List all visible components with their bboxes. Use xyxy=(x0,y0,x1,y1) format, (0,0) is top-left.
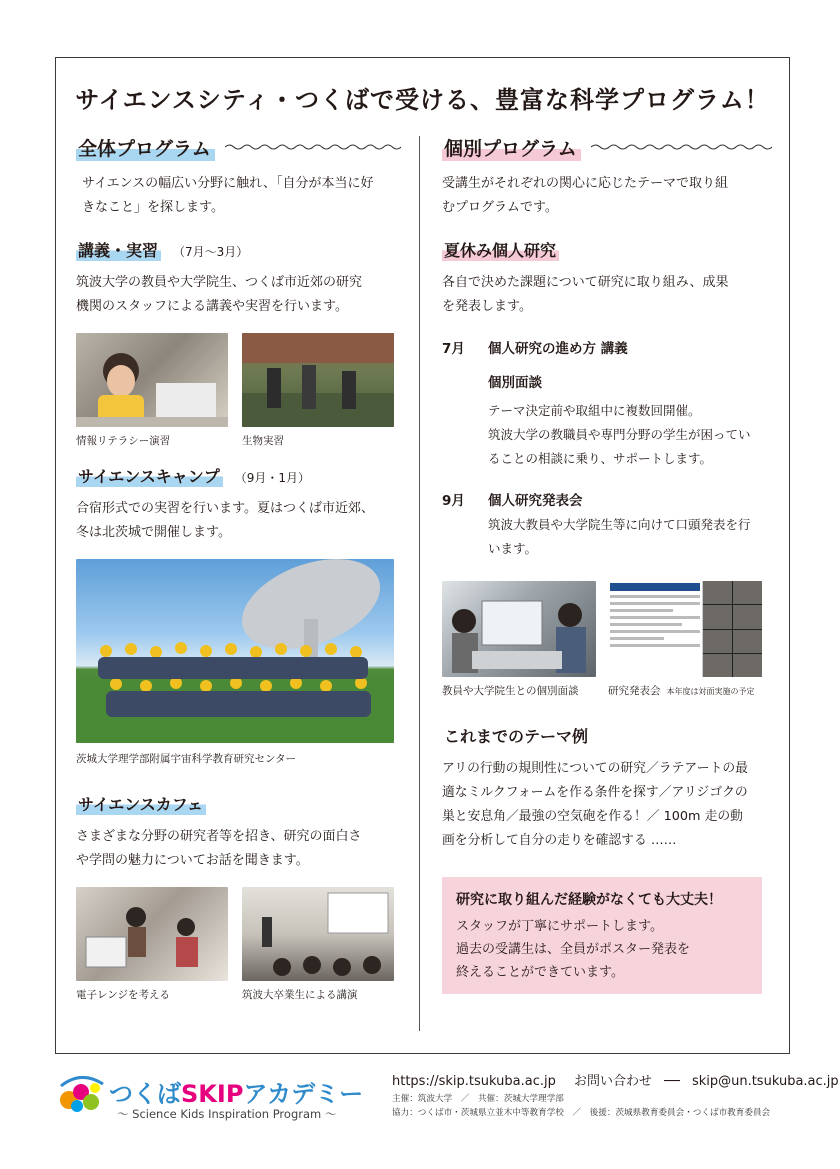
text-line: さまざまな分野の研究者等を招き、研究の面白さ xyxy=(76,829,362,844)
radio-telescope-illustration xyxy=(76,559,394,743)
subheading-camp xyxy=(76,464,401,487)
footer xyxy=(55,1066,839,1156)
microwave-photo xyxy=(76,887,228,981)
subheading-themes xyxy=(442,724,772,747)
subheading-label: サイエンスカフェ xyxy=(76,792,206,815)
schedule-month: 7月 xyxy=(442,341,465,357)
section-heading-overall xyxy=(76,134,401,160)
text-line: 機関のスタッフによる講義や実習を行います。 xyxy=(76,299,348,314)
biology-photo xyxy=(242,333,394,427)
text-line: テーマ決定前や取組中に複数回開催。 xyxy=(488,403,701,418)
schedule-july xyxy=(442,337,772,471)
text-line: 終えることができています。 xyxy=(456,965,624,980)
individual-photos xyxy=(442,581,772,698)
lecture-body xyxy=(76,271,401,319)
wavy-line-icon xyxy=(591,142,772,152)
subheading-cafe xyxy=(76,792,401,815)
photo-caption: 筑波大卒業生による講演 xyxy=(242,989,358,1001)
overall-intro xyxy=(76,172,401,220)
photo-item xyxy=(242,887,394,1002)
themes-body xyxy=(442,757,772,853)
schedule-title: 個別面談 xyxy=(488,375,542,391)
subheading-summer xyxy=(442,238,772,261)
cafe-body xyxy=(76,825,401,873)
logo-text-jp: つくば xyxy=(109,1080,181,1108)
section-heading-label: 全体プログラム xyxy=(76,134,215,161)
subheading-lecture xyxy=(76,238,401,261)
photo-item xyxy=(76,333,228,448)
text-line: 筑波大学の教職員や専門分野の学生が困ってい xyxy=(488,427,751,442)
logo-text-en: SKIP xyxy=(181,1080,244,1108)
photo-caption: 研究発表会 xyxy=(608,685,661,697)
main-frame xyxy=(55,57,790,1054)
text-line: 冬は北茨城で開催します。 xyxy=(76,525,231,540)
text-line: 過去の受講生は、全員がポスター発表を xyxy=(456,942,691,957)
lecture-photos xyxy=(76,333,401,448)
text-line: 合宿形式での実習を行います。夏はつくば市近郊、 xyxy=(76,501,374,516)
schedule-september xyxy=(442,489,772,561)
photo-caption-note: 本年度は対面実施の予定 xyxy=(666,687,755,696)
text-line: きなこと」を探します。 xyxy=(82,200,224,215)
text-line: ることの相談に乗り、サポートします。 xyxy=(488,451,713,466)
text-line: サイエンスの幅広い分野に触れ、「自分が本当に好 xyxy=(82,176,374,191)
photo-caption: 生物実習 xyxy=(242,435,284,447)
callout-body xyxy=(456,915,748,984)
text-line: を発表します。 xyxy=(442,299,532,314)
sponsors-text: 主催：筑波大学 ／ 共催：茨城大学理学部 xyxy=(392,1094,564,1104)
video-grid xyxy=(703,581,762,677)
period-label: （9月・1月） xyxy=(234,471,311,485)
text-line: 適なミルクフォームを作る条件を探す／アリジゴクの xyxy=(442,785,748,800)
right-column xyxy=(442,134,772,994)
slide-preview xyxy=(608,581,703,677)
text-line: 筑波大教員や大学院生等に向けて口頭発表を行 xyxy=(488,517,751,532)
schedule-body xyxy=(488,399,772,471)
logo-wordmark xyxy=(109,1074,363,1109)
camp-photo xyxy=(76,559,394,743)
text-line: 受講生がそれぞれの関心に応じたテーマで取り組 xyxy=(442,176,729,191)
schedule-month: 9月 xyxy=(442,493,465,509)
photo-caption: 電子レンジを考える xyxy=(76,989,170,1001)
photo-item xyxy=(76,887,228,1002)
logo-text-jp: アカデミー xyxy=(243,1080,364,1108)
contact-label: お問い合わせ xyxy=(573,1074,652,1089)
camp-body xyxy=(76,497,401,545)
schedule-title: 個人研究発表会 xyxy=(488,493,583,509)
text-line: 画を分析して自分の走りを確認する …… xyxy=(442,833,677,848)
summer-body xyxy=(442,271,772,319)
support-callout xyxy=(442,877,762,994)
photo-item xyxy=(608,581,762,698)
rainbow-splash-icon xyxy=(55,1072,107,1116)
mentoring-photo xyxy=(442,581,596,677)
page-title: サイエンスシティ・つくばで受ける、豊富な科学プログラム！ xyxy=(75,86,770,114)
photo-caption: 教員や大学院生との個別面談 xyxy=(442,685,579,697)
presentation-photo xyxy=(608,581,762,677)
text-line: います。 xyxy=(488,541,538,556)
cafe-photos xyxy=(76,887,401,1002)
individual-intro xyxy=(442,172,772,220)
photo-caption: 情報リテラシー演習 xyxy=(76,435,171,447)
text-line: や学問の魅力についてお話を聞きます。 xyxy=(76,853,309,868)
period-label: （7月〜3月） xyxy=(173,245,249,259)
literacy-photo-illustration xyxy=(76,333,228,427)
text-line: 筑波大学の教員や大学院生、つくば市近郊の研究 xyxy=(76,275,363,290)
left-column xyxy=(76,134,401,1002)
text-line: スタッフが丁寧にサポートします。 xyxy=(456,919,663,934)
subheading-label: 講義・実習 xyxy=(76,238,161,261)
subheading-label: 夏休み個人研究 xyxy=(442,238,559,261)
literacy-photo xyxy=(76,333,228,427)
logo-subtitle: 〜 Science Kids Inspiration Program 〜 xyxy=(117,1107,337,1121)
text-line: 巣と安息角／最強の空気砲を作る！／ 100m 走の動 xyxy=(442,809,743,824)
lecture-hall-photo xyxy=(242,887,394,981)
callout-title: 研究に取り組んだ経験がなくても大丈夫！ xyxy=(456,892,722,908)
subheading-label: これまでのテーマ例 xyxy=(444,727,589,746)
text-line: アリの行動の規則性についての研究／ラテアートの最 xyxy=(442,761,748,776)
section-heading-label: 個別プログラム xyxy=(442,134,581,161)
wavy-line-icon xyxy=(225,142,401,152)
microwave-photo-illustration xyxy=(76,887,228,981)
column-divider xyxy=(419,136,420,1031)
photo-caption-presentation xyxy=(608,683,762,698)
photo-item xyxy=(242,333,394,448)
mentoring-illustration xyxy=(442,581,596,677)
photo-caption: 茨城大学理学部附属宇宙科学教育研究センター xyxy=(76,753,297,765)
contact-line xyxy=(392,1070,839,1089)
lecture-hall-illustration xyxy=(242,887,394,981)
email-link[interactable]: skip@un.tsukuba.ac.jp xyxy=(691,1074,839,1089)
photo-item xyxy=(442,581,596,698)
website-link[interactable]: https://skip.tsukuba.ac.jp xyxy=(392,1074,556,1089)
text-line: むプログラムです。 xyxy=(442,200,558,215)
schedule-body xyxy=(488,513,772,561)
contact-dash: ── xyxy=(664,1074,680,1089)
subheading-label: サイエンスキャンプ xyxy=(76,464,223,487)
biology-photo-illustration xyxy=(242,333,394,427)
cooperation-text: 協力：つくば市・茨城県立並木中等教育学校 ／ 後援：茨城県教育委員会・つくば市教育委員会 xyxy=(392,1108,771,1118)
skip-academy-logo xyxy=(55,1070,365,1130)
text-line: 各自で決めた課題について研究に取り組み、成果 xyxy=(442,275,729,290)
schedule-title: 個人研究の進め方 講義 xyxy=(488,341,628,357)
section-heading-individual xyxy=(442,134,772,160)
